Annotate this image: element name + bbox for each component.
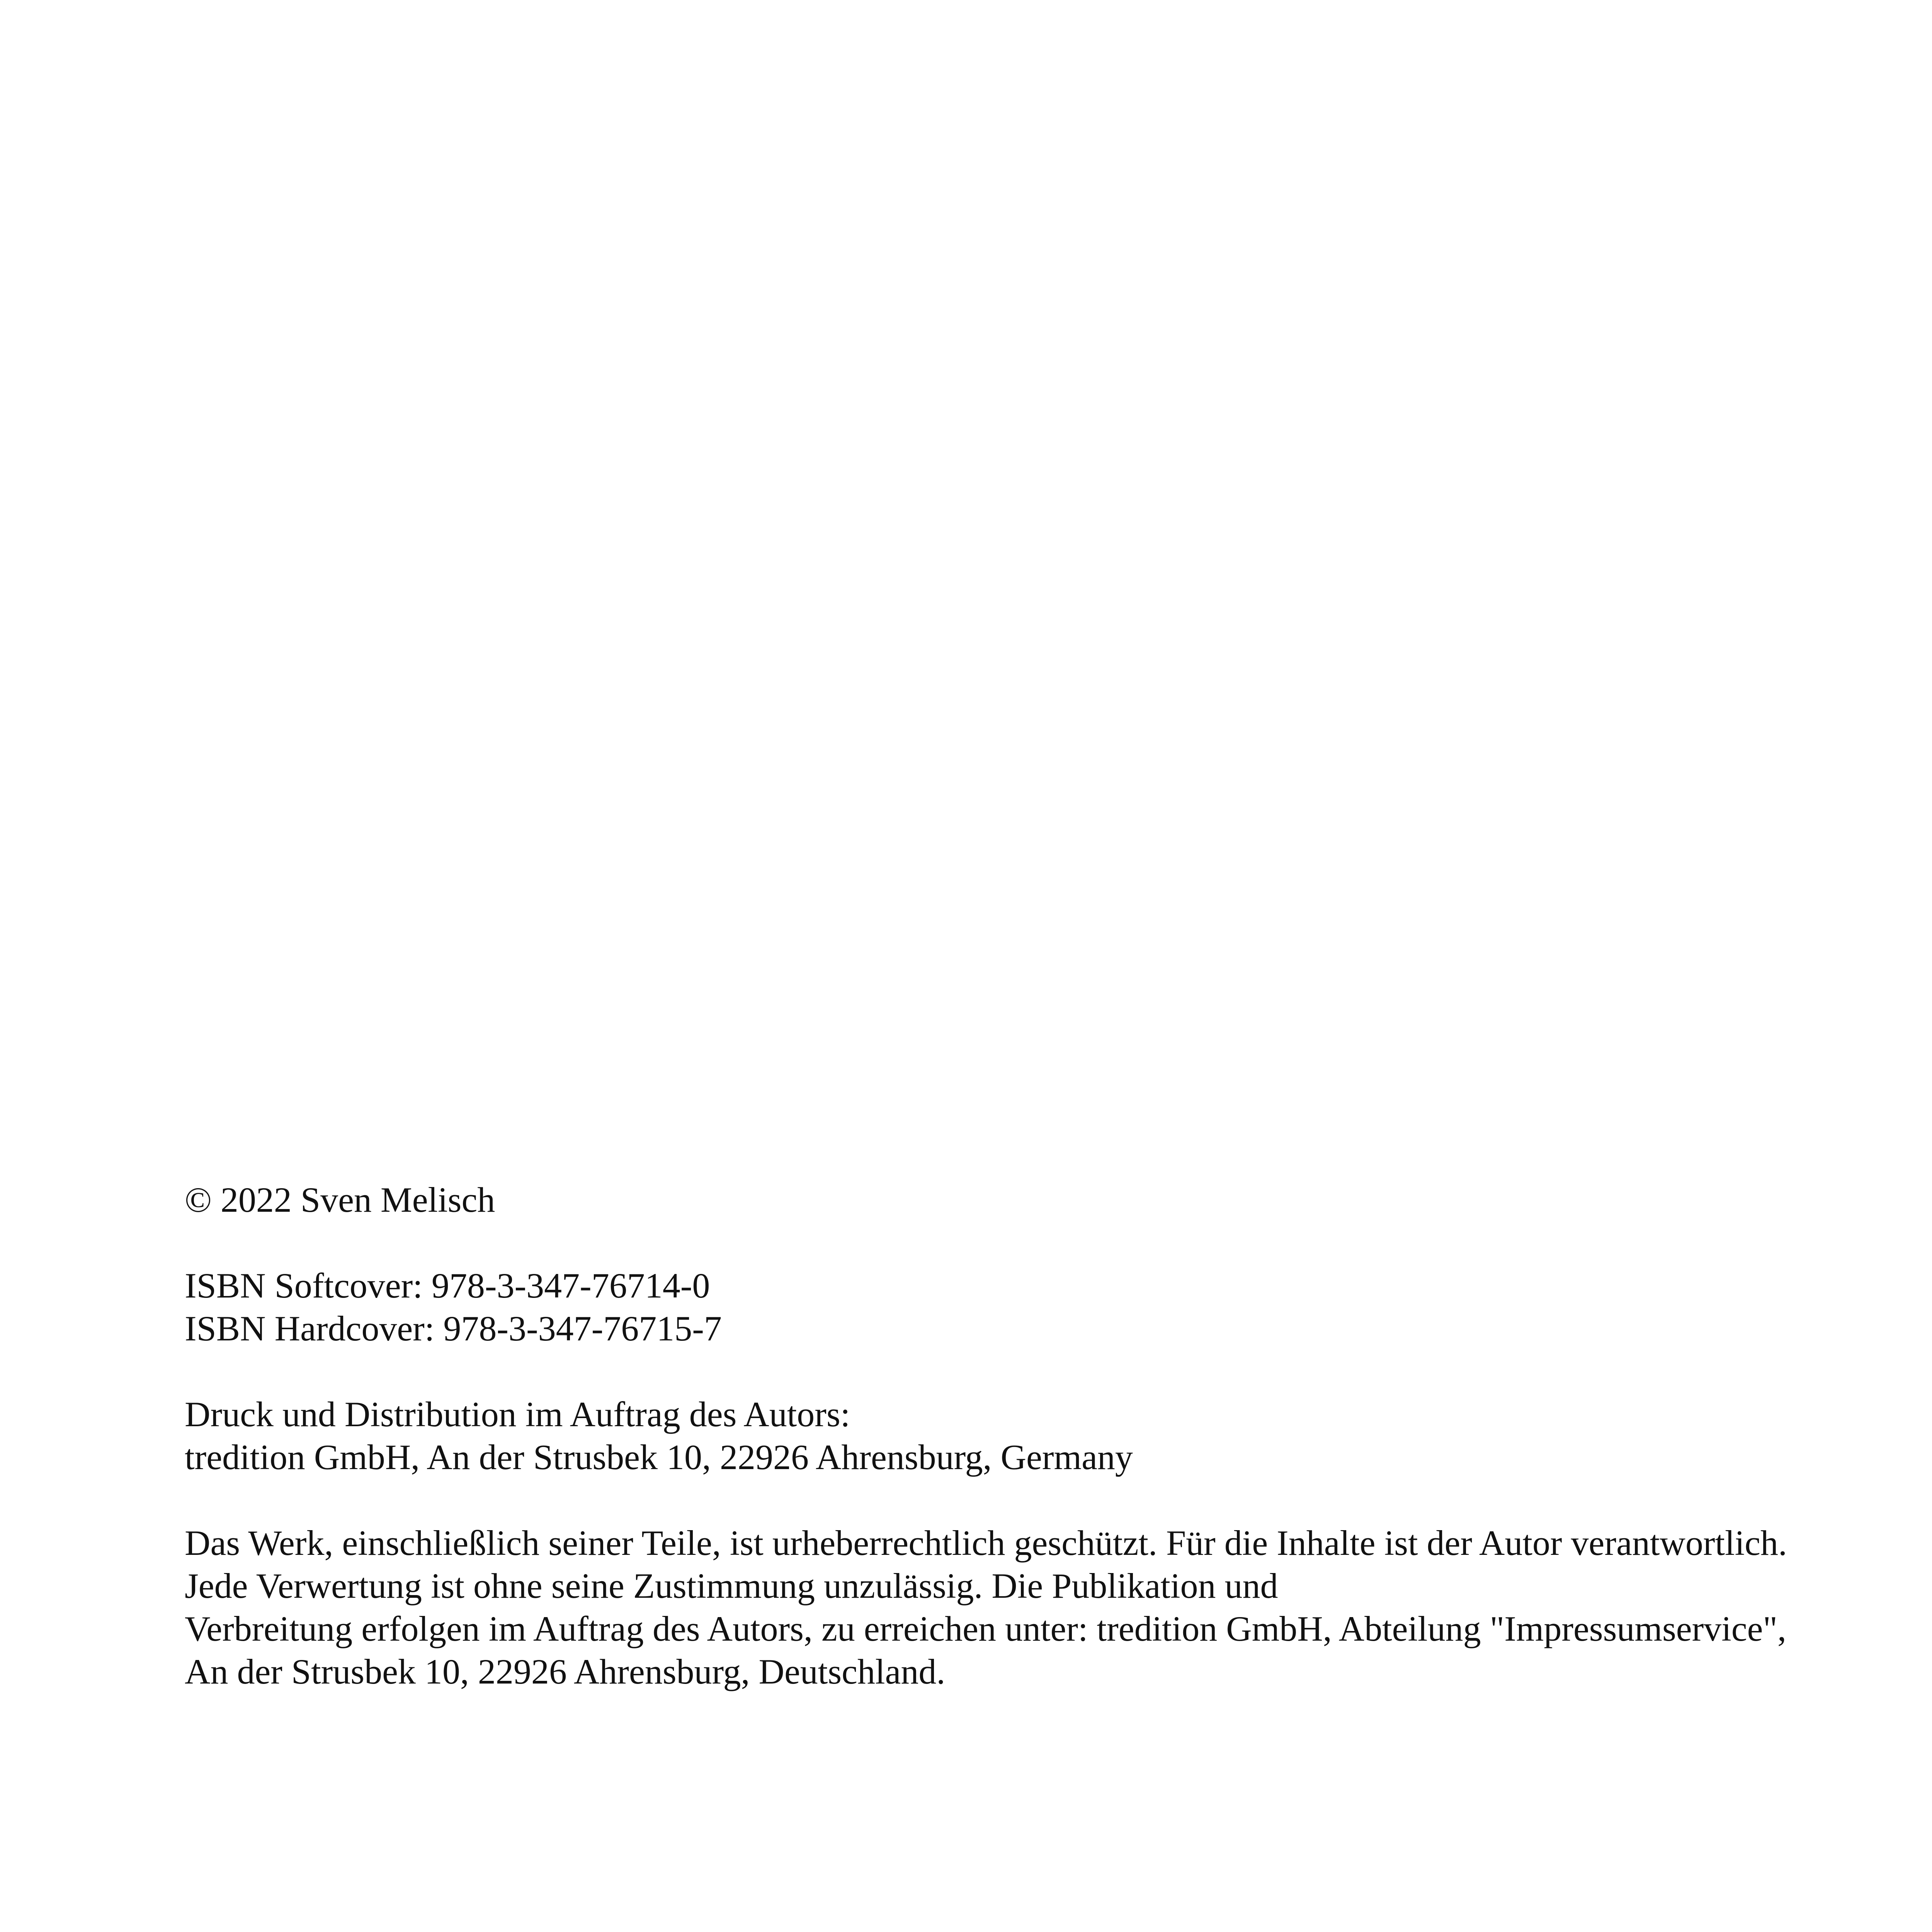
legal-line-2: Jede Verwertung ist ohne seine Zustimmung unzulässig. Die Publikation und — [185, 1566, 1278, 1605]
legal-line-1: Das Werk, einschließlich seiner Teile, ist urheberrechtlich geschützt. Für die Inhalte ist der Autor verantwortlich. — [185, 1523, 1787, 1563]
copyright-line: © 2022 Sven Melisch — [185, 1180, 495, 1219]
isbn-hardcover: ISBN Hardcover: 978-3-347-76715-7 — [185, 1309, 722, 1348]
distribution-intro: Druck und Distribution im Auftrag des Autors: — [185, 1395, 850, 1434]
spacer — [185, 1479, 1885, 1522]
spacer — [185, 1350, 1885, 1393]
imprint-block — [185, 1179, 1885, 1693]
distribution-address: tredition GmbH, An der Strusbek 10, 22926 Ahrensburg, Germany — [185, 1437, 1133, 1477]
spacer — [185, 1221, 1885, 1264]
isbn-softcover: ISBN Softcover: 978-3-347-76714-0 — [185, 1266, 710, 1305]
legal-line-3: Verbreitung erfolgen im Auftrag des Autors, zu erreichen unter: tredition GmbH, Abteilung "Impressumservice", — [185, 1609, 1787, 1648]
legal-line-4: An der Strusbek 10, 22926 Ahrensburg, Deutschland. — [185, 1652, 946, 1691]
